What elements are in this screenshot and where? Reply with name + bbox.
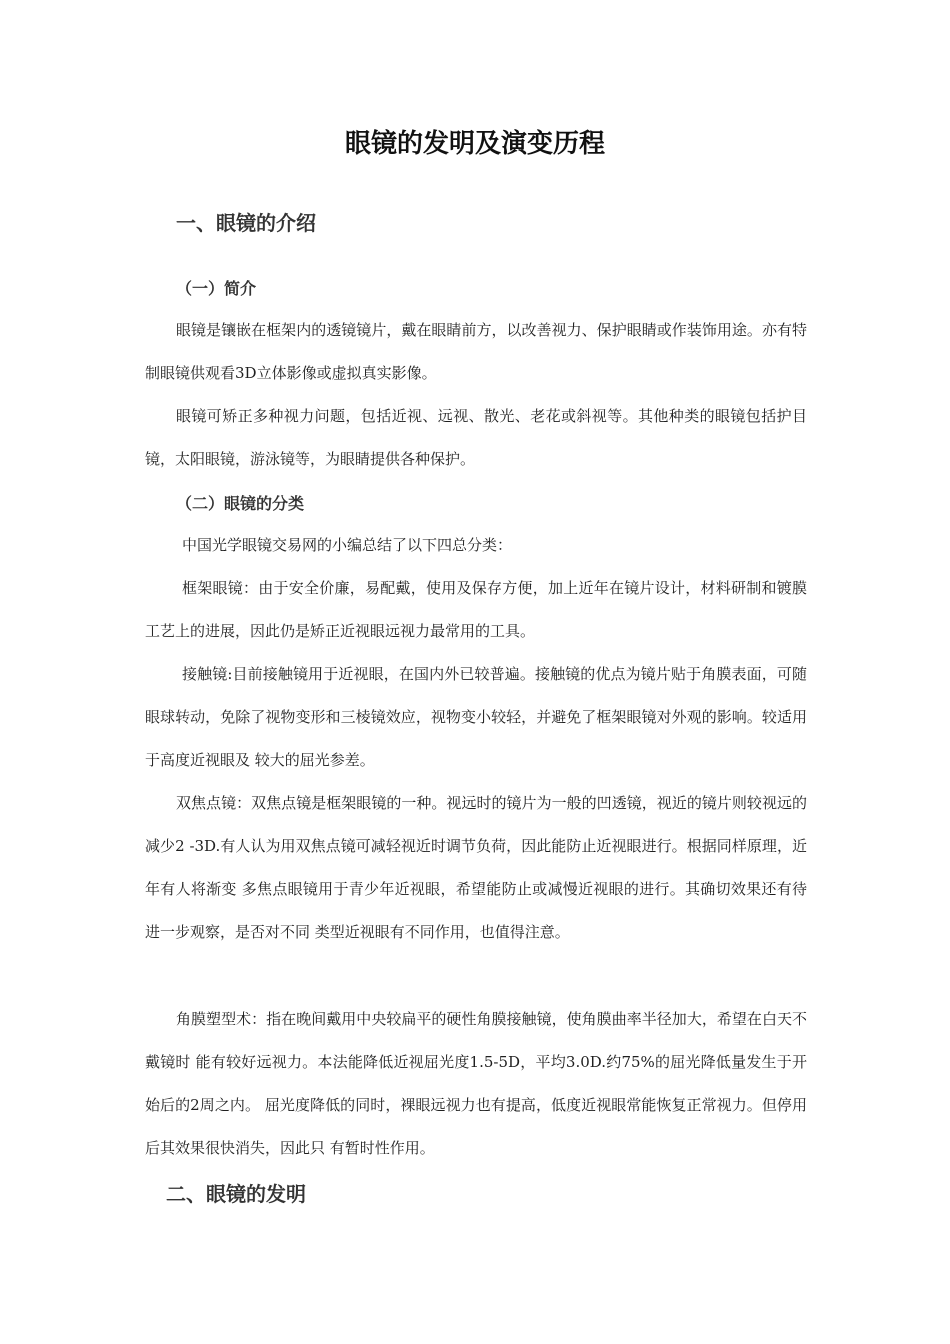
paragraph-classification-intro: 中国光学眼镜交易网的小编总结了以下四总分类：	[182, 536, 513, 554]
paragraph-frame-glasses: 框架眼镜：由于安全价廉，易配戴，使用及保存方便，加上近年在镜片设计，材料研制和镀膜工艺上的进展，因此仍是矫正近视眼远视力最常用的工具。	[145, 579, 807, 640]
paragraph-bifocal-glasses: 双焦点镜：双焦点镜是框架眼镜的一种。视远时的镜片为一般的凹透镜，视近的镜片则较视远的减少2 -3D.有人认为用双焦点镜可减轻视近时调节负荷，因此能防止近视眼进行。根据同样原理，近年有人将渐变 多焦点眼镜用于青少年近视眼，希望能防止或减慢近视眼的进行。其确切效果还有待进一步观察，是否对不同 类型近视眼有不同作用，也值得注意。	[145, 794, 807, 941]
paragraph-definition: 眼镜是镶嵌在框架内的透镜镜片，戴在眼睛前方，以改善视力、保护眼睛或作装饰用途。亦有特制眼镜供观看3D立体影像或虚拟真实影像。	[145, 321, 807, 382]
section-heading-introduction: 一、眼镜的介绍	[176, 211, 316, 235]
document-title: 眼镜的发明及演变历程	[344, 129, 605, 159]
paragraph-contact-lenses: 接触镜:目前接触镜用于近视眼，在国内外已较普遍。接触镜的优点为镜片贴于角膜表面，可随眼球转动，免除了视物变形和三棱镜效应，视物变小较轻，并避免了框架眼镜对外观的影响。较适用于高度近视眼及 较大的屈光参差。	[145, 665, 807, 769]
subsection-heading-classification: （二）眼镜的分类	[176, 494, 305, 513]
paragraph-orthokeratology: 角膜塑型术：指在晚间戴用中央较扁平的硬性角膜接触镜，使角膜曲率半径加大，希望在白天不戴镜时 能有较好远视力。本法能降低近视屈光度1.5-5D，平均3.0D.约75%的屈光降低量发生于开始后的2周之内。 屈光度降低的同时，裸眼远视力也有提高，低度近视眼常能恢复正常视力。但停用后其效果很快消失，因此只 有暂时性作用。	[145, 1010, 807, 1157]
paragraph-corrections: 眼镜可矫正多种视力问题，包括近视、远视、散光、老花或斜视等。其他种类的眼镜包括护目镜，太阳眼镜，游泳镜等，为眼睛提供各种保护。	[145, 407, 807, 468]
section-heading-invention: 二、眼镜的发明	[166, 1182, 306, 1206]
subsection-heading-overview: （一）简介	[176, 279, 257, 298]
